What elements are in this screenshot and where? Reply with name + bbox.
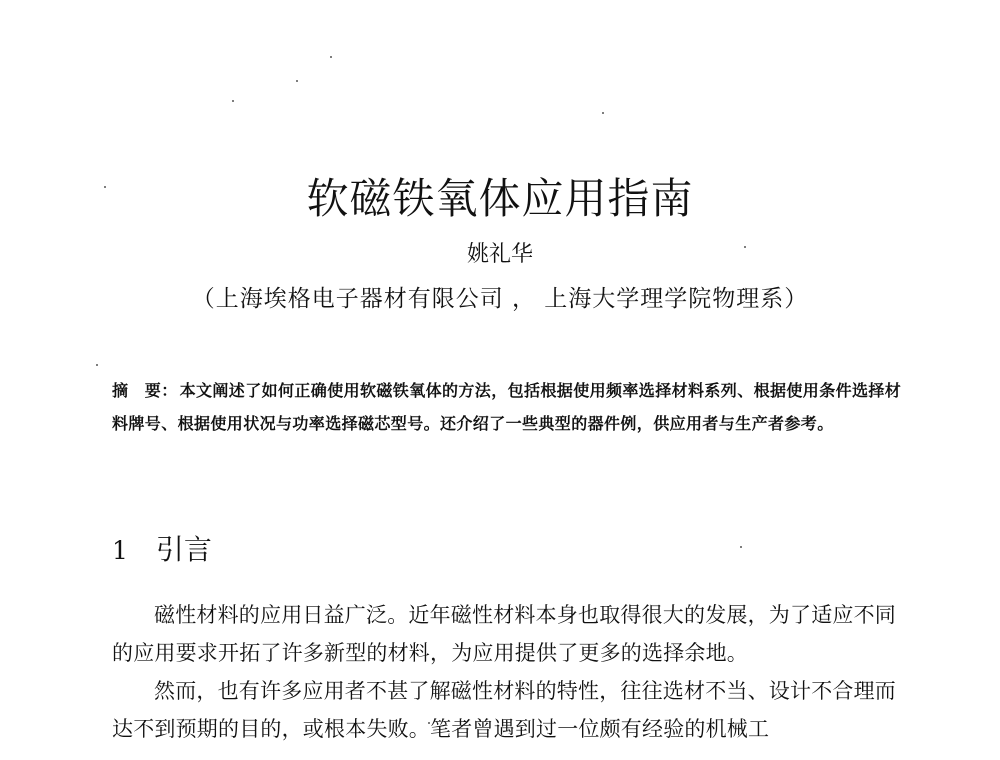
abstract-label: 摘 要： — [112, 381, 178, 400]
scan-speck — [296, 80, 298, 82]
abstract-text: 本文阐述了如何正确使用软磁铁氧体的方法，包括根据使用频率选择材料系列、根据使用条件选择材料牌号、根据使用状况与功率选择磁芯型号。还介绍了一些典型的器件例，供应用者与生产者参考。 — [112, 381, 902, 433]
section-body — [112, 596, 908, 748]
body-paragraph: 磁性材料的应用日益广泛。近年磁性材料本身也取得很大的发展，为了适应不同的应用要求开拓了许多新型的材料，为应用提供了更多的选择余地。 — [112, 603, 896, 665]
body-paragraph: 然而，也有许多应用者不甚了解磁性材料的特性，往往选材不当、设计不合理而达不到预期的目的，或根本失败。笔者曾遇到过一位颇有经验的机械工 — [112, 679, 896, 741]
paper-title: 软磁铁氧体应用指南 — [306, 174, 694, 224]
scan-speck — [96, 364, 98, 366]
author-name: 姚礼华 — [466, 242, 533, 267]
section-heading — [112, 533, 212, 566]
abstract — [112, 374, 908, 440]
section-title: 引言 — [155, 533, 212, 566]
scan-speck — [740, 546, 742, 548]
scan-speck — [330, 56, 332, 58]
scan-speck — [232, 100, 234, 102]
author-affiliation: （上海埃格电子器材有限公司 ， 上海大学理学院物理系） — [191, 286, 809, 312]
section-number: 1 — [112, 536, 128, 565]
scan-speck — [602, 112, 604, 114]
